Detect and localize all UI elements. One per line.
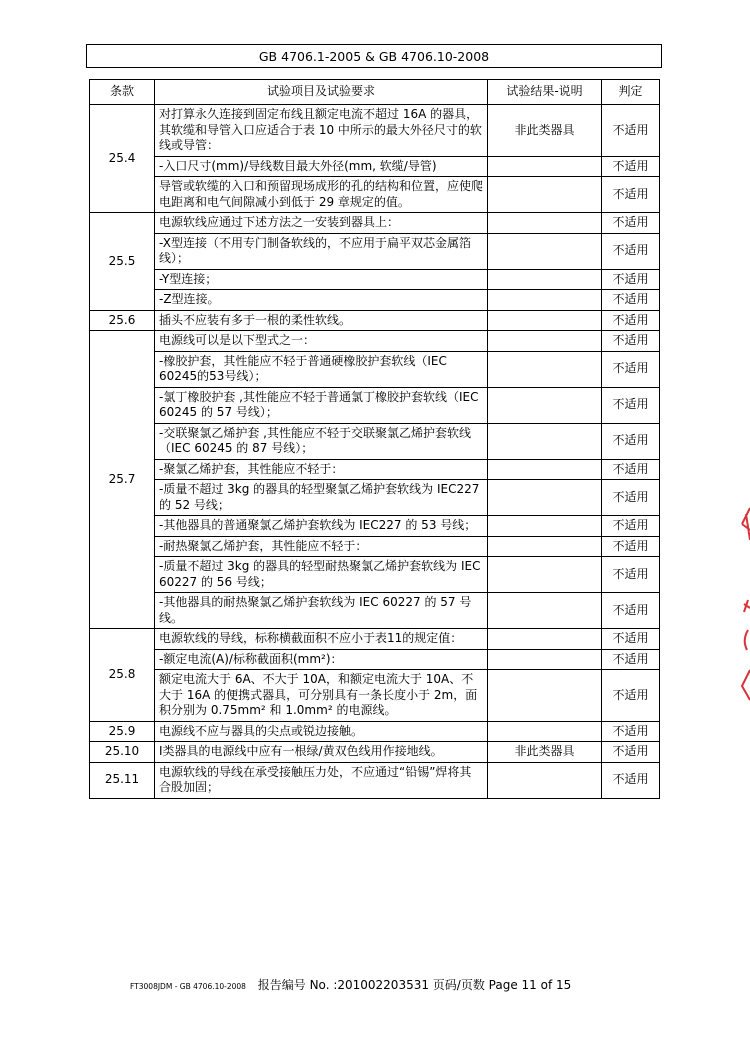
result-cell: [488, 649, 602, 670]
requirement-cell: 电源线可以是以下型式之一：: [155, 331, 488, 352]
standard-title: GB 4706.1-2005 & GB 4706.10-2008: [258, 48, 490, 64]
result-cell: [488, 762, 602, 798]
result-cell: [488, 156, 602, 177]
requirement-cell: -质量不超过 3kg 的器具的轻型聚氯乙烯护套软线为 IEC227 的 52 号线；: [155, 480, 488, 516]
verdict-cell: 不适用: [602, 290, 660, 311]
table-row: [90, 387, 660, 423]
verdict-cell: 不适用: [602, 721, 660, 742]
requirement-cell: -入口尺寸(mm)/导线数目最大外径(mm, 软缆/导管): [155, 156, 488, 177]
table-body: [90, 105, 660, 799]
table-row: [90, 177, 660, 213]
result-cell: [488, 459, 602, 480]
column-header-clause: 条款: [90, 80, 155, 105]
table-row: [90, 480, 660, 516]
requirement-cell: 导管或软缆的入口和预留现场成形的孔的结构和位置，应使爬电距离和电气间隙减小到低于 29 章规定的值。: [155, 177, 488, 213]
stamp-stroke: [745, 630, 748, 650]
table-row: [90, 233, 660, 269]
table-row: [90, 649, 660, 670]
result-cell: [488, 177, 602, 213]
clause-cell: 25.11: [90, 762, 155, 798]
table-row: [90, 629, 660, 650]
result-cell: [488, 387, 602, 423]
stamp-mark: [738, 500, 750, 730]
requirement-cell: -氯丁橡胶护套 ,其性能应不轻于普通氯丁橡胶护套软线（IEC 60245 的 57 号线）；: [155, 387, 488, 423]
result-cell: [488, 629, 602, 650]
table-row: [90, 331, 660, 352]
verdict-cell: 不适用: [602, 593, 660, 629]
verdict-cell: 不适用: [602, 459, 660, 480]
result-cell: 非此类器具: [488, 742, 602, 763]
requirement-cell: 对打算永久连接到固定布线且额定电流不超过 16A 的器具，其软缆和导管入口应适合于表 10 中所示的最大外径尺寸的软线或导管：: [155, 105, 488, 157]
result-cell: [488, 536, 602, 557]
result-cell: [488, 233, 602, 269]
requirement-cell: -质量不超过 3kg 的器具的轻型耐热聚氯乙烯护套软线为 IEC 60227 的 56 号线；: [155, 557, 488, 593]
table-row: [90, 557, 660, 593]
clause-cell: 25.7: [90, 331, 155, 629]
verdict-cell: 不适用: [602, 387, 660, 423]
report-number-page: 报告编号 No. :201002203531 页码/页数 Page 11 of 15: [257, 978, 572, 992]
verdict-cell: 不适用: [602, 480, 660, 516]
stamp-stroke: [744, 600, 750, 612]
result-cell: [488, 331, 602, 352]
result-cell: 非此类器具: [488, 105, 602, 157]
verdict-cell: 不适用: [602, 762, 660, 798]
table-row: [90, 459, 660, 480]
table-row: [90, 742, 660, 763]
verdict-cell: 不适用: [602, 670, 660, 722]
requirement-cell: 电源线不应与器具的尖点或锐边接触。: [155, 721, 488, 742]
table-header-row: [90, 80, 660, 105]
verdict-cell: 不适用: [602, 233, 660, 269]
verdict-cell: 不适用: [602, 269, 660, 290]
verdict-cell: 不适用: [602, 742, 660, 763]
requirement-cell: -其他器具的普通聚氯乙烯护套软线为 IEC227 的 53 号线；: [155, 516, 488, 537]
table-row: [90, 156, 660, 177]
requirement-cell: 插头不应装有多于一根的柔性软线。: [155, 310, 488, 331]
result-cell: [488, 423, 602, 459]
result-cell: [488, 480, 602, 516]
clause-cell: 25.8: [90, 629, 155, 722]
clause-cell: 25.5: [90, 213, 155, 311]
result-cell: [488, 213, 602, 234]
clause-cell: 25.4: [90, 105, 155, 213]
result-cell: [488, 351, 602, 387]
result-cell: [488, 670, 602, 722]
verdict-cell: 不适用: [602, 557, 660, 593]
table-row: [90, 269, 660, 290]
requirement-cell: Ⅰ类器具的电源线中应有一根绿/黄双色线用作接地线。: [155, 742, 488, 763]
result-cell: [488, 310, 602, 331]
requirement-cell: -其他器具的耐热聚氯乙烯护套软线为 IEC 60227 的 57 号线。: [155, 593, 488, 629]
requirement-cell: -橡胶护套，其性能应不轻于普通硬橡胶护套软线（IEC 60245的53号线）；: [155, 351, 488, 387]
requirement-cell: -交联聚氯乙烯护套 ,其性能应不轻于交联聚氯乙烯护套软线（IEC 60245 的 87 号线）；: [155, 423, 488, 459]
requirement-cell: -Y型连接；: [155, 269, 488, 290]
verdict-cell: 不适用: [602, 310, 660, 331]
stamp-stroke: [742, 670, 750, 700]
requirement-cell: -额定电流(A)/标称截面积(mm²)：: [155, 649, 488, 670]
requirement-cell: 电源软线应通过下述方法之一安装到器具上：: [155, 213, 488, 234]
result-cell: [488, 516, 602, 537]
column-header-verdict: 判定: [602, 80, 660, 105]
table-row: [90, 536, 660, 557]
requirement-cell: -Z型连接。: [155, 290, 488, 311]
table-row: [90, 593, 660, 629]
verdict-cell: 不适用: [602, 536, 660, 557]
page-footer: [130, 976, 630, 993]
standard-header: [86, 44, 662, 68]
requirement-cell: 电源软线的导线在承受接触压力处，不应通过“铅锡”焊将其合股加固；: [155, 762, 488, 798]
verdict-cell: 不适用: [602, 423, 660, 459]
verdict-cell: 不适用: [602, 629, 660, 650]
verdict-cell: 不适用: [602, 331, 660, 352]
requirement-cell: 电源软线的导线，标称横截面积不应小于表11的规定值：: [155, 629, 488, 650]
result-cell: [488, 721, 602, 742]
table-row: [90, 351, 660, 387]
table-row: [90, 721, 660, 742]
table-row: [90, 105, 660, 157]
table-row: [90, 423, 660, 459]
requirement-cell: -耐热聚氯乙烯护套，其性能应不轻于：: [155, 536, 488, 557]
stamp-stroke: [742, 508, 750, 540]
verdict-cell: 不适用: [602, 156, 660, 177]
table-row: [90, 762, 660, 798]
test-results-table: [89, 79, 660, 799]
result-cell: [488, 290, 602, 311]
result-cell: [488, 269, 602, 290]
table-row: [90, 290, 660, 311]
verdict-cell: 不适用: [602, 105, 660, 157]
column-header-requirement: 试验项目及试验要求: [155, 80, 488, 105]
table-row: [90, 516, 660, 537]
clause-cell: 25.6: [90, 310, 155, 331]
result-cell: [488, 593, 602, 629]
verdict-cell: 不适用: [602, 649, 660, 670]
verdict-cell: 不适用: [602, 177, 660, 213]
verdict-cell: 不适用: [602, 351, 660, 387]
clause-cell: 25.10: [90, 742, 155, 763]
column-header-result: 试验结果-说明: [488, 80, 602, 105]
verdict-cell: 不适用: [602, 213, 660, 234]
verdict-cell: 不适用: [602, 516, 660, 537]
form-code: FT3008JDM - GB 4706.10-2008: [130, 982, 246, 991]
table-row: [90, 213, 660, 234]
table-row: [90, 670, 660, 722]
requirement-cell: -聚氯乙烯护套，其性能应不轻于：: [155, 459, 488, 480]
table-row: [90, 310, 660, 331]
requirement-cell: -X型连接（不用专门制备软线的，不应用于扁平双芯金属箔线）；: [155, 233, 488, 269]
result-cell: [488, 557, 602, 593]
clause-cell: 25.9: [90, 721, 155, 742]
requirement-cell: 额定电流大于 6A、不大于 10A，和额定电流大于 10A、不大于 16A 的便携式器具，可分别具有一条长度小于 2m，面积分别为 0.75mm² 和 1.0mm² 的电源线。: [155, 670, 488, 722]
